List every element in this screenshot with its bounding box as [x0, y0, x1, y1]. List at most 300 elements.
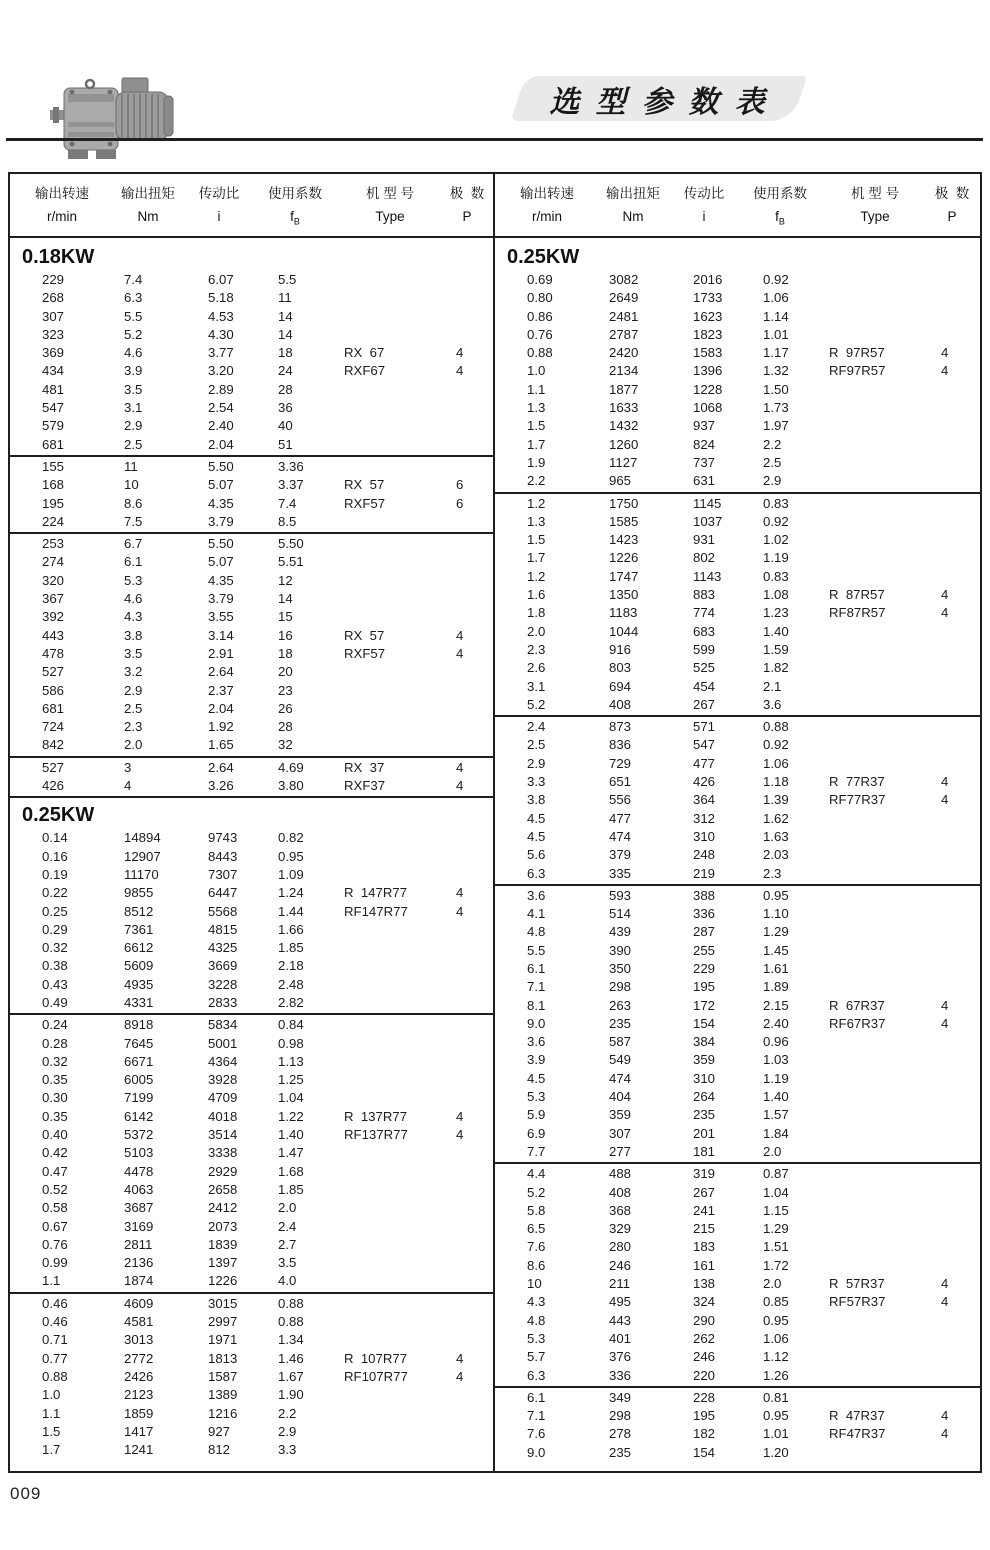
- table-row: [10, 829, 493, 847]
- service-factor: 1.19: [763, 550, 789, 566]
- service-factor: 0.83: [763, 495, 789, 511]
- output-speed: 579: [42, 418, 65, 434]
- output-torque: 6.3: [124, 290, 143, 306]
- table-row: [10, 1313, 493, 1331]
- ratio: 426: [693, 774, 716, 790]
- table-row: [10, 884, 493, 902]
- service-factor: 0.82: [278, 830, 304, 846]
- service-factor: 1.47: [278, 1145, 304, 1161]
- output-torque: 593: [609, 887, 632, 903]
- service-factor: 0.88: [763, 719, 789, 735]
- output-speed: 7.1: [527, 1408, 546, 1424]
- table-row: [10, 271, 493, 289]
- page-title: 选 型 参 数 表: [549, 85, 769, 119]
- output-torque: 5.5: [124, 308, 143, 324]
- output-speed: 842: [42, 737, 65, 753]
- service-factor: 24: [278, 363, 293, 379]
- ratio: 2997: [208, 1314, 238, 1330]
- output-torque: 2123: [124, 1387, 154, 1403]
- service-factor: 2.4: [278, 1218, 297, 1234]
- output-speed: 6.5: [527, 1221, 546, 1237]
- ratio: 172: [693, 997, 716, 1013]
- ratio: 774: [693, 605, 716, 621]
- output-torque: 379: [609, 847, 632, 863]
- table-row: [495, 905, 980, 923]
- ratio: 241: [693, 1202, 716, 1218]
- model-type: RF57R37: [829, 1294, 886, 1310]
- table-row: [10, 663, 493, 681]
- output-torque: 7361: [124, 921, 154, 937]
- model-type: R 87R57: [829, 587, 885, 603]
- output-torque: 2136: [124, 1255, 154, 1271]
- ratio: 384: [693, 1034, 716, 1050]
- ratio: 235: [693, 1107, 716, 1123]
- ratio: 246: [693, 1349, 716, 1365]
- output-torque: 2649: [609, 290, 639, 306]
- ratio-block: [10, 829, 493, 1012]
- ratio: 1583: [693, 345, 723, 361]
- output-speed: 0.67: [42, 1218, 68, 1234]
- ratio: 2016: [693, 272, 723, 287]
- output-speed: 229: [42, 272, 65, 287]
- output-speed: 527: [42, 664, 65, 680]
- table-row: [10, 939, 493, 957]
- column-header-model-type: 机 型 号 Type: [365, 186, 414, 224]
- output-torque: 277: [609, 1143, 632, 1159]
- table-row: [495, 641, 980, 659]
- output-speed: 3.6: [527, 1034, 546, 1050]
- ratio: 1839: [208, 1236, 238, 1252]
- ratio: 737: [693, 454, 716, 470]
- output-speed: 4.3: [527, 1294, 546, 1310]
- table-row: [495, 718, 980, 736]
- output-torque: 6.1: [124, 554, 143, 570]
- power-section-title: 0.25KW: [22, 804, 95, 827]
- poles: 4: [941, 792, 949, 808]
- table-row: [10, 627, 493, 645]
- table-row: [10, 645, 493, 663]
- column-header-output-speed: 输出转速 r/min: [35, 186, 89, 224]
- table-row: [495, 1348, 980, 1366]
- output-torque: 1432: [609, 418, 639, 434]
- table-row: [495, 271, 980, 289]
- page-number: 009: [10, 1484, 42, 1503]
- column-header-output-torque: 输出扭矩 Nm: [606, 186, 660, 224]
- service-factor: 0.92: [763, 737, 789, 753]
- poles: 4: [456, 885, 464, 901]
- table-row: [495, 1275, 980, 1293]
- ratio: 2.54: [208, 400, 234, 416]
- model-type: RF67R37: [829, 1015, 886, 1031]
- poles: 6: [456, 495, 464, 511]
- service-factor: 2.03: [763, 847, 789, 863]
- output-speed: 7.1: [527, 979, 546, 995]
- ratio: 364: [693, 792, 716, 808]
- output-torque: 3: [124, 759, 132, 775]
- table-row: [495, 1165, 980, 1183]
- ratio: 2.40: [208, 418, 234, 434]
- output-torque: 404: [609, 1089, 632, 1105]
- ratio-block: [10, 535, 493, 755]
- output-torque: 2420: [609, 345, 639, 361]
- table-row: [10, 1368, 493, 1386]
- table-row: [10, 326, 493, 344]
- output-torque: 1859: [124, 1405, 154, 1421]
- ratio: 195: [693, 979, 716, 995]
- model-type: RF137R77: [344, 1127, 408, 1143]
- output-torque: 7645: [124, 1035, 154, 1051]
- output-torque: 1585: [609, 513, 639, 529]
- ratio: 3015: [208, 1295, 238, 1311]
- service-factor: 3.6: [763, 696, 782, 712]
- table-column-right: [495, 238, 980, 1462]
- ratio: 1228: [693, 381, 723, 397]
- ratio: 4.53: [208, 308, 234, 324]
- ratio: 5.50: [208, 536, 234, 552]
- table-row: [10, 848, 493, 866]
- table-row: [495, 1220, 980, 1238]
- service-factor: 3.80: [278, 778, 304, 794]
- output-torque: 1044: [609, 623, 639, 639]
- service-factor: 18: [278, 645, 293, 661]
- output-speed: 478: [42, 645, 65, 661]
- output-torque: 2787: [609, 326, 639, 342]
- model-type: R 147R77: [344, 885, 408, 901]
- output-speed: 9.0: [527, 1015, 546, 1031]
- poles: 4: [941, 1426, 949, 1442]
- ratio: 3.26: [208, 778, 234, 794]
- output-torque: 2134: [609, 363, 639, 379]
- service-factor: 5.51: [278, 554, 304, 570]
- ratio: 1226: [208, 1273, 238, 1289]
- service-factor: 1.68: [278, 1163, 304, 1179]
- table-row: [495, 755, 980, 773]
- table-row: [495, 1088, 980, 1106]
- ratio: 336: [693, 906, 716, 922]
- output-speed: 4.1: [527, 906, 546, 922]
- table-row: [495, 586, 980, 604]
- table-row: [10, 1199, 493, 1217]
- output-torque: 335: [609, 865, 632, 881]
- service-factor: 12: [278, 572, 293, 588]
- ratio: 4815: [208, 921, 238, 937]
- service-factor: 1.40: [763, 1089, 789, 1105]
- table-row: [10, 682, 493, 700]
- ratio: 138: [693, 1276, 716, 1292]
- poles: 4: [456, 345, 464, 361]
- output-torque: 4478: [124, 1163, 154, 1179]
- table-row: [10, 1272, 493, 1290]
- table-row: [495, 1293, 980, 1311]
- table-row: [10, 1181, 493, 1199]
- output-torque: 235: [609, 1015, 632, 1031]
- model-type: R 77R37: [829, 774, 885, 790]
- table-row: [10, 572, 493, 590]
- ratio-block: [495, 1389, 980, 1462]
- ratio: 5001: [208, 1035, 238, 1051]
- ratio: 2.64: [208, 759, 234, 775]
- service-factor: 2.9: [278, 1423, 297, 1439]
- ratio: 154: [693, 1015, 716, 1031]
- title-banner: [511, 76, 808, 121]
- ratio: 4.35: [208, 572, 234, 588]
- table-row: [495, 344, 980, 362]
- table-row: [495, 978, 980, 996]
- table-row: [495, 1389, 980, 1407]
- ratio-block: [495, 718, 980, 883]
- poles: 4: [456, 778, 464, 794]
- output-speed: 5.6: [527, 847, 546, 863]
- table-right-half: [495, 174, 980, 1471]
- poles: 4: [941, 363, 949, 379]
- output-speed: 724: [42, 719, 65, 735]
- service-factor: 0.88: [278, 1314, 304, 1330]
- poles: 4: [456, 627, 464, 643]
- service-factor: 1.59: [763, 641, 789, 657]
- output-torque: 14894: [124, 830, 161, 846]
- service-factor: 1.15: [763, 1202, 789, 1218]
- output-speed: 6.1: [527, 960, 546, 976]
- table-row: [10, 1218, 493, 1236]
- column-header-output-torque: 输出扭矩 Nm: [121, 186, 175, 224]
- output-torque: 4609: [124, 1295, 154, 1311]
- output-torque: 2.5: [124, 436, 143, 452]
- table-row: [495, 308, 980, 326]
- ratio: 1396: [693, 363, 723, 379]
- service-factor: 2.82: [278, 994, 304, 1010]
- ratio: 927: [208, 1423, 231, 1439]
- output-speed: 1.5: [527, 532, 546, 548]
- output-torque: 1417: [124, 1423, 154, 1439]
- block-separator: [10, 796, 493, 798]
- poles: 4: [456, 1127, 464, 1143]
- table-row: [495, 736, 980, 754]
- poles: 4: [941, 587, 949, 603]
- service-factor: 1.61: [763, 960, 789, 976]
- table-row: [495, 381, 980, 399]
- ratio: 1143: [693, 568, 722, 584]
- output-torque: 7199: [124, 1090, 154, 1106]
- service-factor: 1.90: [278, 1387, 304, 1403]
- service-factor: 1.40: [278, 1127, 304, 1143]
- output-speed: 0.76: [527, 326, 553, 342]
- service-factor: 1.20: [763, 1444, 789, 1460]
- output-speed: 0.32: [42, 1053, 68, 1069]
- output-torque: 488: [609, 1166, 632, 1182]
- table-row: [495, 1125, 980, 1143]
- output-torque: 1350: [609, 587, 639, 603]
- model-type: R 107R77: [344, 1350, 408, 1366]
- output-speed: 0.77: [42, 1350, 68, 1366]
- service-factor: 15: [278, 609, 293, 625]
- service-factor: 1.19: [763, 1070, 789, 1086]
- table-row: [10, 590, 493, 608]
- output-torque: 2772: [124, 1350, 154, 1366]
- service-factor: 1.63: [763, 828, 789, 844]
- ratio: 2658: [208, 1181, 238, 1197]
- ratio: 7307: [208, 866, 238, 882]
- output-torque: 4.6: [124, 345, 143, 361]
- table-row: [495, 568, 980, 586]
- service-factor: 1.01: [763, 1426, 789, 1442]
- output-torque: 6671: [124, 1053, 154, 1069]
- output-speed: 0.25: [42, 903, 68, 919]
- ratio: 571: [693, 719, 716, 735]
- service-factor: 2.0: [278, 1200, 297, 1216]
- ratio: 683: [693, 623, 716, 639]
- output-torque: 1183: [609, 605, 638, 621]
- ratio: 1971: [208, 1332, 238, 1348]
- table-row: [10, 718, 493, 736]
- table-row: [495, 1238, 980, 1256]
- ratio: 290: [693, 1312, 716, 1328]
- output-torque: 401: [609, 1330, 632, 1346]
- output-speed: 0.76: [42, 1236, 68, 1252]
- output-torque: 1260: [609, 436, 639, 452]
- service-factor: 1.06: [763, 755, 789, 771]
- ratio-block: [10, 1016, 493, 1290]
- output-torque: 5372: [124, 1127, 154, 1143]
- column-header-output-speed: 输出转速 r/min: [520, 186, 574, 224]
- table-row: [495, 362, 980, 380]
- ratio: 1397: [208, 1255, 238, 1271]
- output-speed: 0.43: [42, 976, 68, 992]
- output-torque: 5.2: [124, 326, 143, 342]
- service-factor: 1.62: [763, 810, 789, 826]
- output-speed: 1.2: [527, 568, 546, 584]
- ratio: 2.91: [208, 645, 234, 661]
- ratio-block: [495, 1165, 980, 1385]
- service-factor: 1.73: [763, 400, 789, 416]
- output-speed: 0.46: [42, 1314, 68, 1330]
- ratio: 2.37: [208, 682, 234, 698]
- ratio: 3.20: [208, 363, 234, 379]
- output-torque: 11: [124, 458, 138, 474]
- ratio: 219: [693, 865, 716, 881]
- ratio: 2.64: [208, 664, 234, 680]
- output-torque: 280: [609, 1239, 632, 1255]
- service-factor: 2.3: [763, 865, 782, 881]
- output-speed: 3.9: [527, 1052, 546, 1068]
- service-factor: 4.0: [278, 1273, 297, 1289]
- output-speed: 434: [42, 363, 65, 379]
- output-speed: 2.5: [527, 737, 546, 753]
- output-speed: 2.4: [527, 719, 546, 735]
- output-torque: 2426: [124, 1368, 154, 1384]
- service-factor: 0.88: [278, 1295, 304, 1311]
- output-speed: 5.2: [527, 1184, 546, 1200]
- ratio: 267: [693, 1184, 716, 1200]
- table-row: [495, 659, 980, 677]
- ratio: 3338: [208, 1145, 238, 1161]
- block-separator: [495, 492, 980, 494]
- service-factor: 1.22: [278, 1108, 304, 1124]
- ratio: 824: [693, 436, 716, 452]
- output-torque: 916: [609, 641, 632, 657]
- table-row: [10, 866, 493, 884]
- service-factor: 1.45: [763, 942, 789, 958]
- table-row: [10, 1386, 493, 1404]
- output-torque: 390: [609, 942, 632, 958]
- output-speed: 5.2: [527, 696, 546, 712]
- service-factor: 1.04: [278, 1090, 304, 1106]
- output-torque: 2.3: [124, 719, 143, 735]
- block-separator: [495, 884, 980, 886]
- ratio: 599: [693, 641, 716, 657]
- output-speed: 6.3: [527, 1367, 546, 1383]
- service-factor: 32: [278, 737, 293, 753]
- table-row: [495, 1051, 980, 1069]
- service-factor: 1.03: [763, 1052, 789, 1068]
- table-row: [10, 608, 493, 626]
- output-torque: 2481: [609, 308, 639, 324]
- service-factor: 2.40: [763, 1015, 789, 1031]
- output-speed: 0.80: [527, 290, 553, 306]
- ratio: 182: [693, 1426, 716, 1442]
- output-speed: 8.1: [527, 997, 546, 1013]
- service-factor: 36: [278, 400, 293, 416]
- service-factor: 1.82: [763, 660, 789, 676]
- output-torque: 3.1: [124, 400, 143, 416]
- service-factor: 7.4: [278, 495, 297, 511]
- table-row: [10, 399, 493, 417]
- output-speed: 0.29: [42, 921, 68, 937]
- ratio: 4.35: [208, 495, 234, 511]
- service-factor: 3.5: [278, 1255, 297, 1271]
- ratio: 215: [693, 1221, 716, 1237]
- ratio: 3.14: [208, 627, 234, 643]
- ratio: 9743: [208, 830, 238, 846]
- poles: 4: [941, 1276, 949, 1292]
- table-row: [10, 1071, 493, 1089]
- block-separator: [10, 455, 493, 457]
- table-row: [495, 454, 980, 472]
- service-factor: 1.02: [763, 532, 789, 548]
- service-factor: 2.0: [763, 1276, 782, 1292]
- model-type: RF77R37: [829, 792, 886, 808]
- service-factor: 2.7: [278, 1236, 297, 1252]
- table-row: [495, 1070, 980, 1088]
- service-factor: 2.15: [763, 997, 789, 1013]
- ratio: 228: [693, 1389, 716, 1405]
- output-torque: 3.9: [124, 363, 143, 379]
- poles: 4: [456, 1350, 464, 1366]
- output-speed: 426: [42, 778, 65, 794]
- output-speed: 168: [42, 477, 65, 493]
- block-separator: [495, 715, 980, 717]
- service-factor: 3.37: [278, 477, 304, 493]
- output-speed: 5.7: [527, 1349, 546, 1365]
- output-speed: 481: [42, 381, 65, 397]
- service-factor: 1.17: [763, 345, 789, 361]
- block-separator: [495, 1386, 980, 1388]
- ratio: 1216: [208, 1405, 238, 1421]
- table-row: [10, 1163, 493, 1181]
- service-factor: 1.10: [763, 906, 789, 922]
- table-row: [495, 1444, 980, 1462]
- output-speed: 3.3: [527, 774, 546, 790]
- service-factor: 0.84: [278, 1017, 304, 1033]
- service-factor: 1.44: [278, 903, 304, 919]
- service-factor: 1.85: [278, 940, 304, 956]
- ratio: 1823: [693, 326, 723, 342]
- power-section-title: 0.18KW: [22, 246, 95, 268]
- output-speed: 0.32: [42, 940, 68, 956]
- ratio: 1389: [208, 1387, 238, 1403]
- service-factor: 2.18: [278, 958, 304, 974]
- output-speed: 0.38: [42, 958, 68, 974]
- output-torque: 1241: [124, 1442, 154, 1458]
